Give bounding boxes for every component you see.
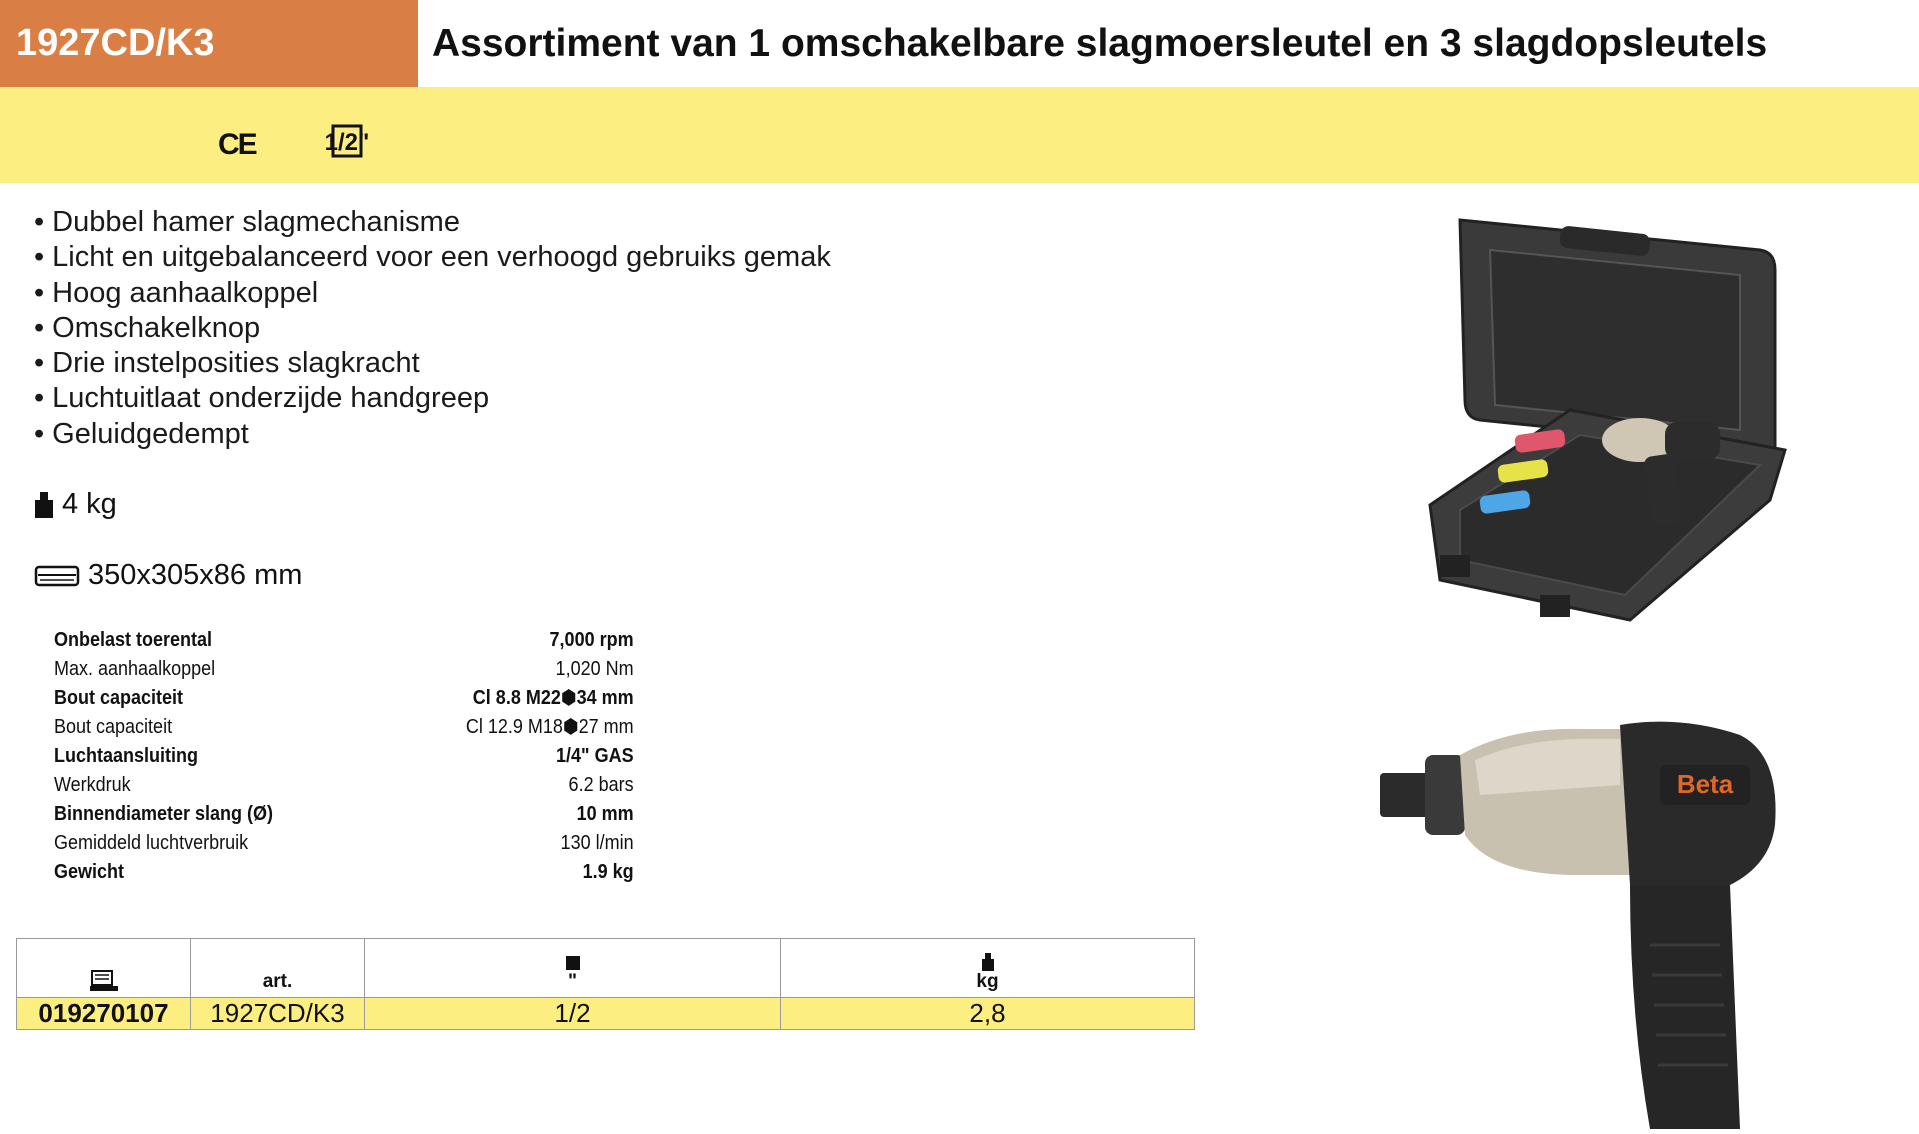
spec-row (54, 684, 634, 713)
spec-label: Luchtaansluiting (54, 745, 198, 767)
barcode-icon (89, 969, 119, 993)
spec-row (54, 626, 634, 655)
spec-row (54, 713, 634, 742)
spec-value: Cl 12.9 M18⬢27 mm (465, 716, 634, 738)
list-item: • Drie instelposities slagkracht (34, 346, 831, 381)
drive-size-icon (324, 120, 377, 165)
square-drive-icon (565, 955, 581, 971)
weight-cell: 2,8 (781, 998, 1195, 1030)
page-title: Assortiment van 1 omschakelbare slagmoersleutel en 3 slagdopsleutels (432, 22, 1768, 65)
list-item: • Luchtuitlaat onderzijde handgreep (34, 381, 831, 416)
list-item: • Geluidgedempt (34, 417, 831, 452)
package-weight (34, 488, 117, 521)
col-header-weight-label: kg (976, 971, 999, 992)
feature-list (34, 205, 831, 452)
product-code-badge: 1927CD/K3 (0, 0, 418, 87)
case-product-image (1420, 200, 1800, 645)
col-header-code (17, 939, 191, 998)
spec-label: Gewicht (54, 861, 125, 883)
list-item: • Omschakelknop (34, 311, 831, 346)
spec-value: 130 l/min (560, 832, 634, 854)
col-header-weight (781, 939, 1195, 998)
spec-label: Binnendiameter slang (Ø) (54, 803, 274, 825)
spec-row (54, 742, 634, 771)
col-header-drive-label: " (567, 971, 577, 992)
spec-label: Bout capaciteit (54, 716, 173, 738)
spec-table (54, 626, 634, 887)
brand-logo: Beta (1676, 769, 1734, 799)
spec-label: Werkdruk (54, 774, 131, 796)
col-header-art-label: art. (262, 971, 293, 992)
drive-cell: 1/2 (365, 998, 781, 1030)
info-band (0, 87, 1919, 183)
spec-value: 10 mm (576, 803, 634, 825)
spec-label: Max. aanhaalkoppel (54, 658, 216, 680)
spec-row (54, 858, 634, 887)
weight-icon (981, 953, 995, 971)
order-code-cell: 019270107 (17, 998, 191, 1030)
table-row (17, 998, 1195, 1030)
list-item: • Dubbel hamer slagmechanisme (34, 205, 831, 240)
spec-value: 6.2 bars (568, 774, 634, 796)
case-dimensions-icon (34, 565, 80, 587)
package-weight-value: 4 kg (62, 488, 117, 520)
package-dimensions-value: 350x305x86 mm (88, 559, 303, 591)
drive-size-label: 1/2" (324, 129, 370, 156)
spec-row (54, 771, 634, 800)
spec-row (54, 800, 634, 829)
header (0, 0, 1919, 87)
spec-label: Bout capaciteit (54, 687, 184, 709)
impact-wrench-image (1380, 715, 1860, 1134)
weight-icon (34, 491, 54, 519)
col-header-drive (365, 939, 781, 998)
spec-value: 1.9 kg (582, 861, 634, 883)
spec-value: 1,020 Nm (555, 658, 634, 680)
order-table (16, 938, 1195, 1030)
spec-row (54, 655, 634, 684)
spec-value: Cl 8.8 M22⬢34 mm (472, 687, 634, 709)
spec-label: Gemiddeld luchtverbruik (54, 832, 249, 854)
table-header-row (17, 939, 1195, 998)
spec-value: 1/4" GAS (556, 745, 634, 767)
spec-row (54, 829, 634, 858)
spec-label: Onbelast toerental (54, 629, 213, 651)
list-item: • Hoog aanhaalkoppel (34, 276, 831, 311)
list-item: • Licht en uitgebalanceerd voor een verhoogd gebruiks gemak (34, 240, 831, 275)
art-cell: 1927CD/K3 (191, 998, 365, 1030)
ce-mark-icon: CE (218, 128, 256, 161)
col-header-art (191, 939, 365, 998)
package-dimensions (34, 559, 302, 592)
spec-value: 7,000 rpm (549, 629, 634, 651)
